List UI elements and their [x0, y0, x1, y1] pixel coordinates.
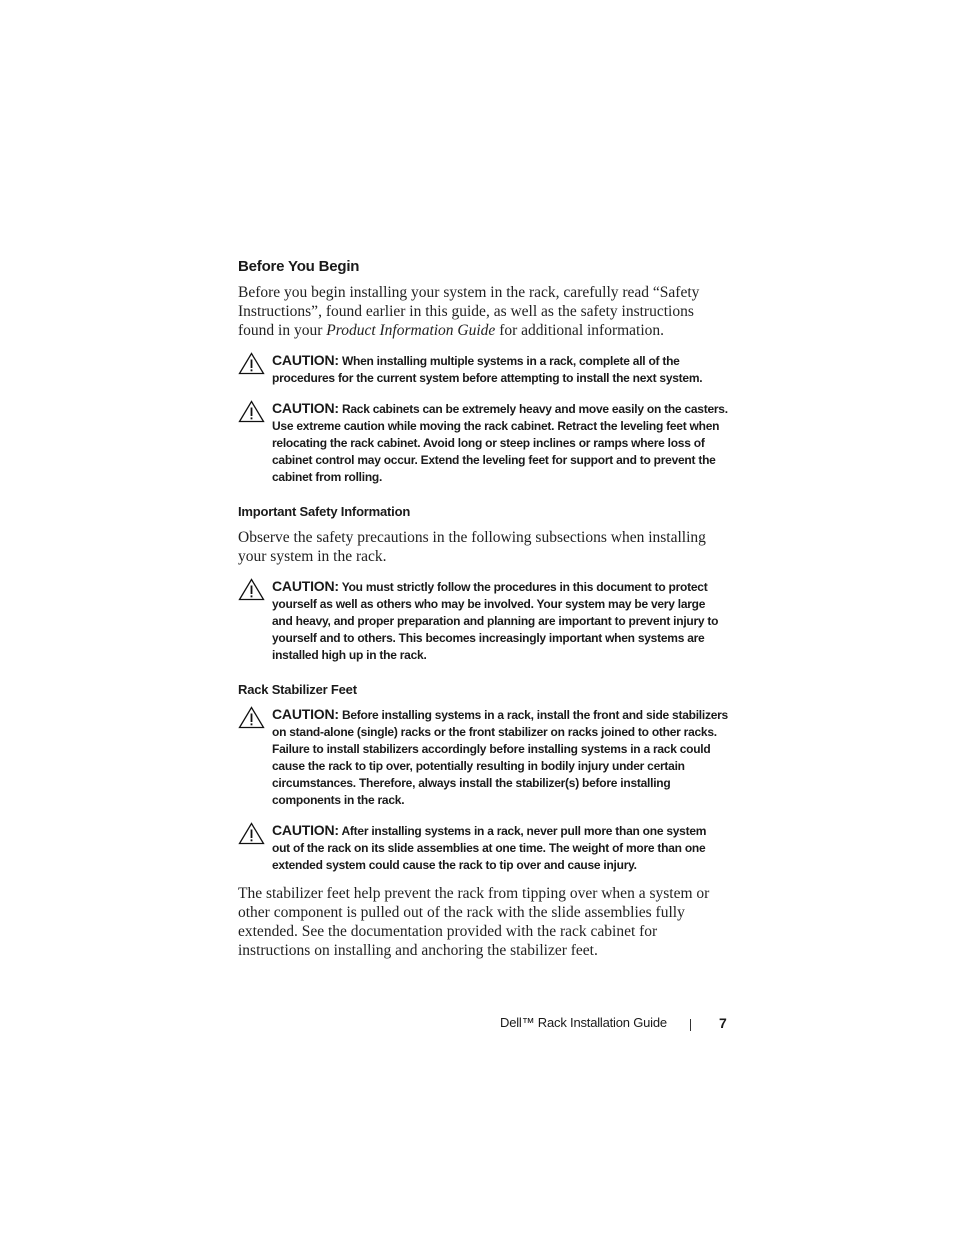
- warning-triangle-icon: [238, 822, 265, 845]
- caution-text: When installing multiple systems in a rack, complete all of the procedures for the current system before attempting to install the next system.: [272, 354, 703, 385]
- section-title-before-you-begin: Before You Begin: [238, 258, 360, 275]
- intro-text-end: for additional information.: [495, 322, 665, 339]
- caution-label: CAUTION:: [272, 352, 339, 368]
- caution-block: [238, 706, 732, 809]
- footer-separator: [690, 1019, 691, 1031]
- caution-text: Before installing systems in a rack, install the front and side stabilizers on stand-alone (single) racks or the front stabilizer on racks joined to other racks. Failure to install stabilizers accordingly before installing systems in a rack could cause the rack to tip over, potentially resulting in bodily injury under certain circumstances. Therefore, always install the stabilizer(s) before installing components in the rack.: [272, 708, 728, 807]
- subsection-title-stabilizer: Rack Stabilizer Feet: [238, 682, 357, 697]
- caution-block: [238, 822, 722, 874]
- warning-triangle-icon: [238, 352, 265, 375]
- stabilizer-paragraph: The stabilizer feet help prevent the rack from tipping over when a system or other component is pulled out of the rack with the slide assemblies fully extended. See the documentation provided with the rack cabinet for instructions on installing and anchoring the stabilizer feet.: [238, 885, 710, 959]
- page-content: [238, 258, 738, 972]
- warning-triangle-icon: [238, 578, 265, 601]
- caution-text: After installing systems in a rack, never pull more than one system out of the rack on its slide assemblies at one time. The weight of more than one extended system could cause the rack to tip over and cause injury.: [272, 824, 707, 872]
- intro-paragraph: [238, 283, 716, 340]
- caution-block: [238, 578, 724, 664]
- caution-label: CAUTION:: [272, 822, 339, 838]
- warning-triangle-icon: [238, 400, 265, 423]
- footer-guide-title: Dell™ Rack Installation Guide: [500, 1015, 667, 1030]
- caution-label: CAUTION:: [272, 706, 339, 722]
- caution-block: [238, 400, 738, 486]
- caution-label: CAUTION:: [272, 578, 339, 594]
- page-number: 7: [719, 1015, 727, 1031]
- intro-text-start: Before you begin installing your system in the rack, carefully read “Safety Instructions”, found earlier in this guide, as well as the safety instructions found in your: [238, 284, 700, 339]
- intro-product-guide-title: Product Information Guide: [326, 322, 496, 339]
- safety-paragraph: Observe the safety precautions in the following subsections when installing your system in the rack.: [238, 529, 706, 565]
- caution-block: [238, 352, 738, 387]
- caution-text: Rack cabinets can be extremely heavy and move easily on the casters. Use extreme caution while moving the rack cabinet. Retract the leveling feet when relocating the rack cabinet. Avoid long or steep inclines or ramps where loss of cabinet control may occur. Extend the leveling feet for support and to prevent the cabinet from rolling.: [272, 402, 728, 484]
- caution-text: You must strictly follow the procedures in this document to protect yourself as well as others who may be involved. Your system may be very large and heavy, and proper preparation and planning are important to prevent injury to yourself and to others. This becomes increasingly important when systems are installed high up in the rack.: [272, 580, 719, 662]
- warning-triangle-icon: [238, 706, 265, 729]
- caution-label: CAUTION:: [272, 400, 339, 416]
- subsection-title-safety: Important Safety Information: [238, 504, 411, 519]
